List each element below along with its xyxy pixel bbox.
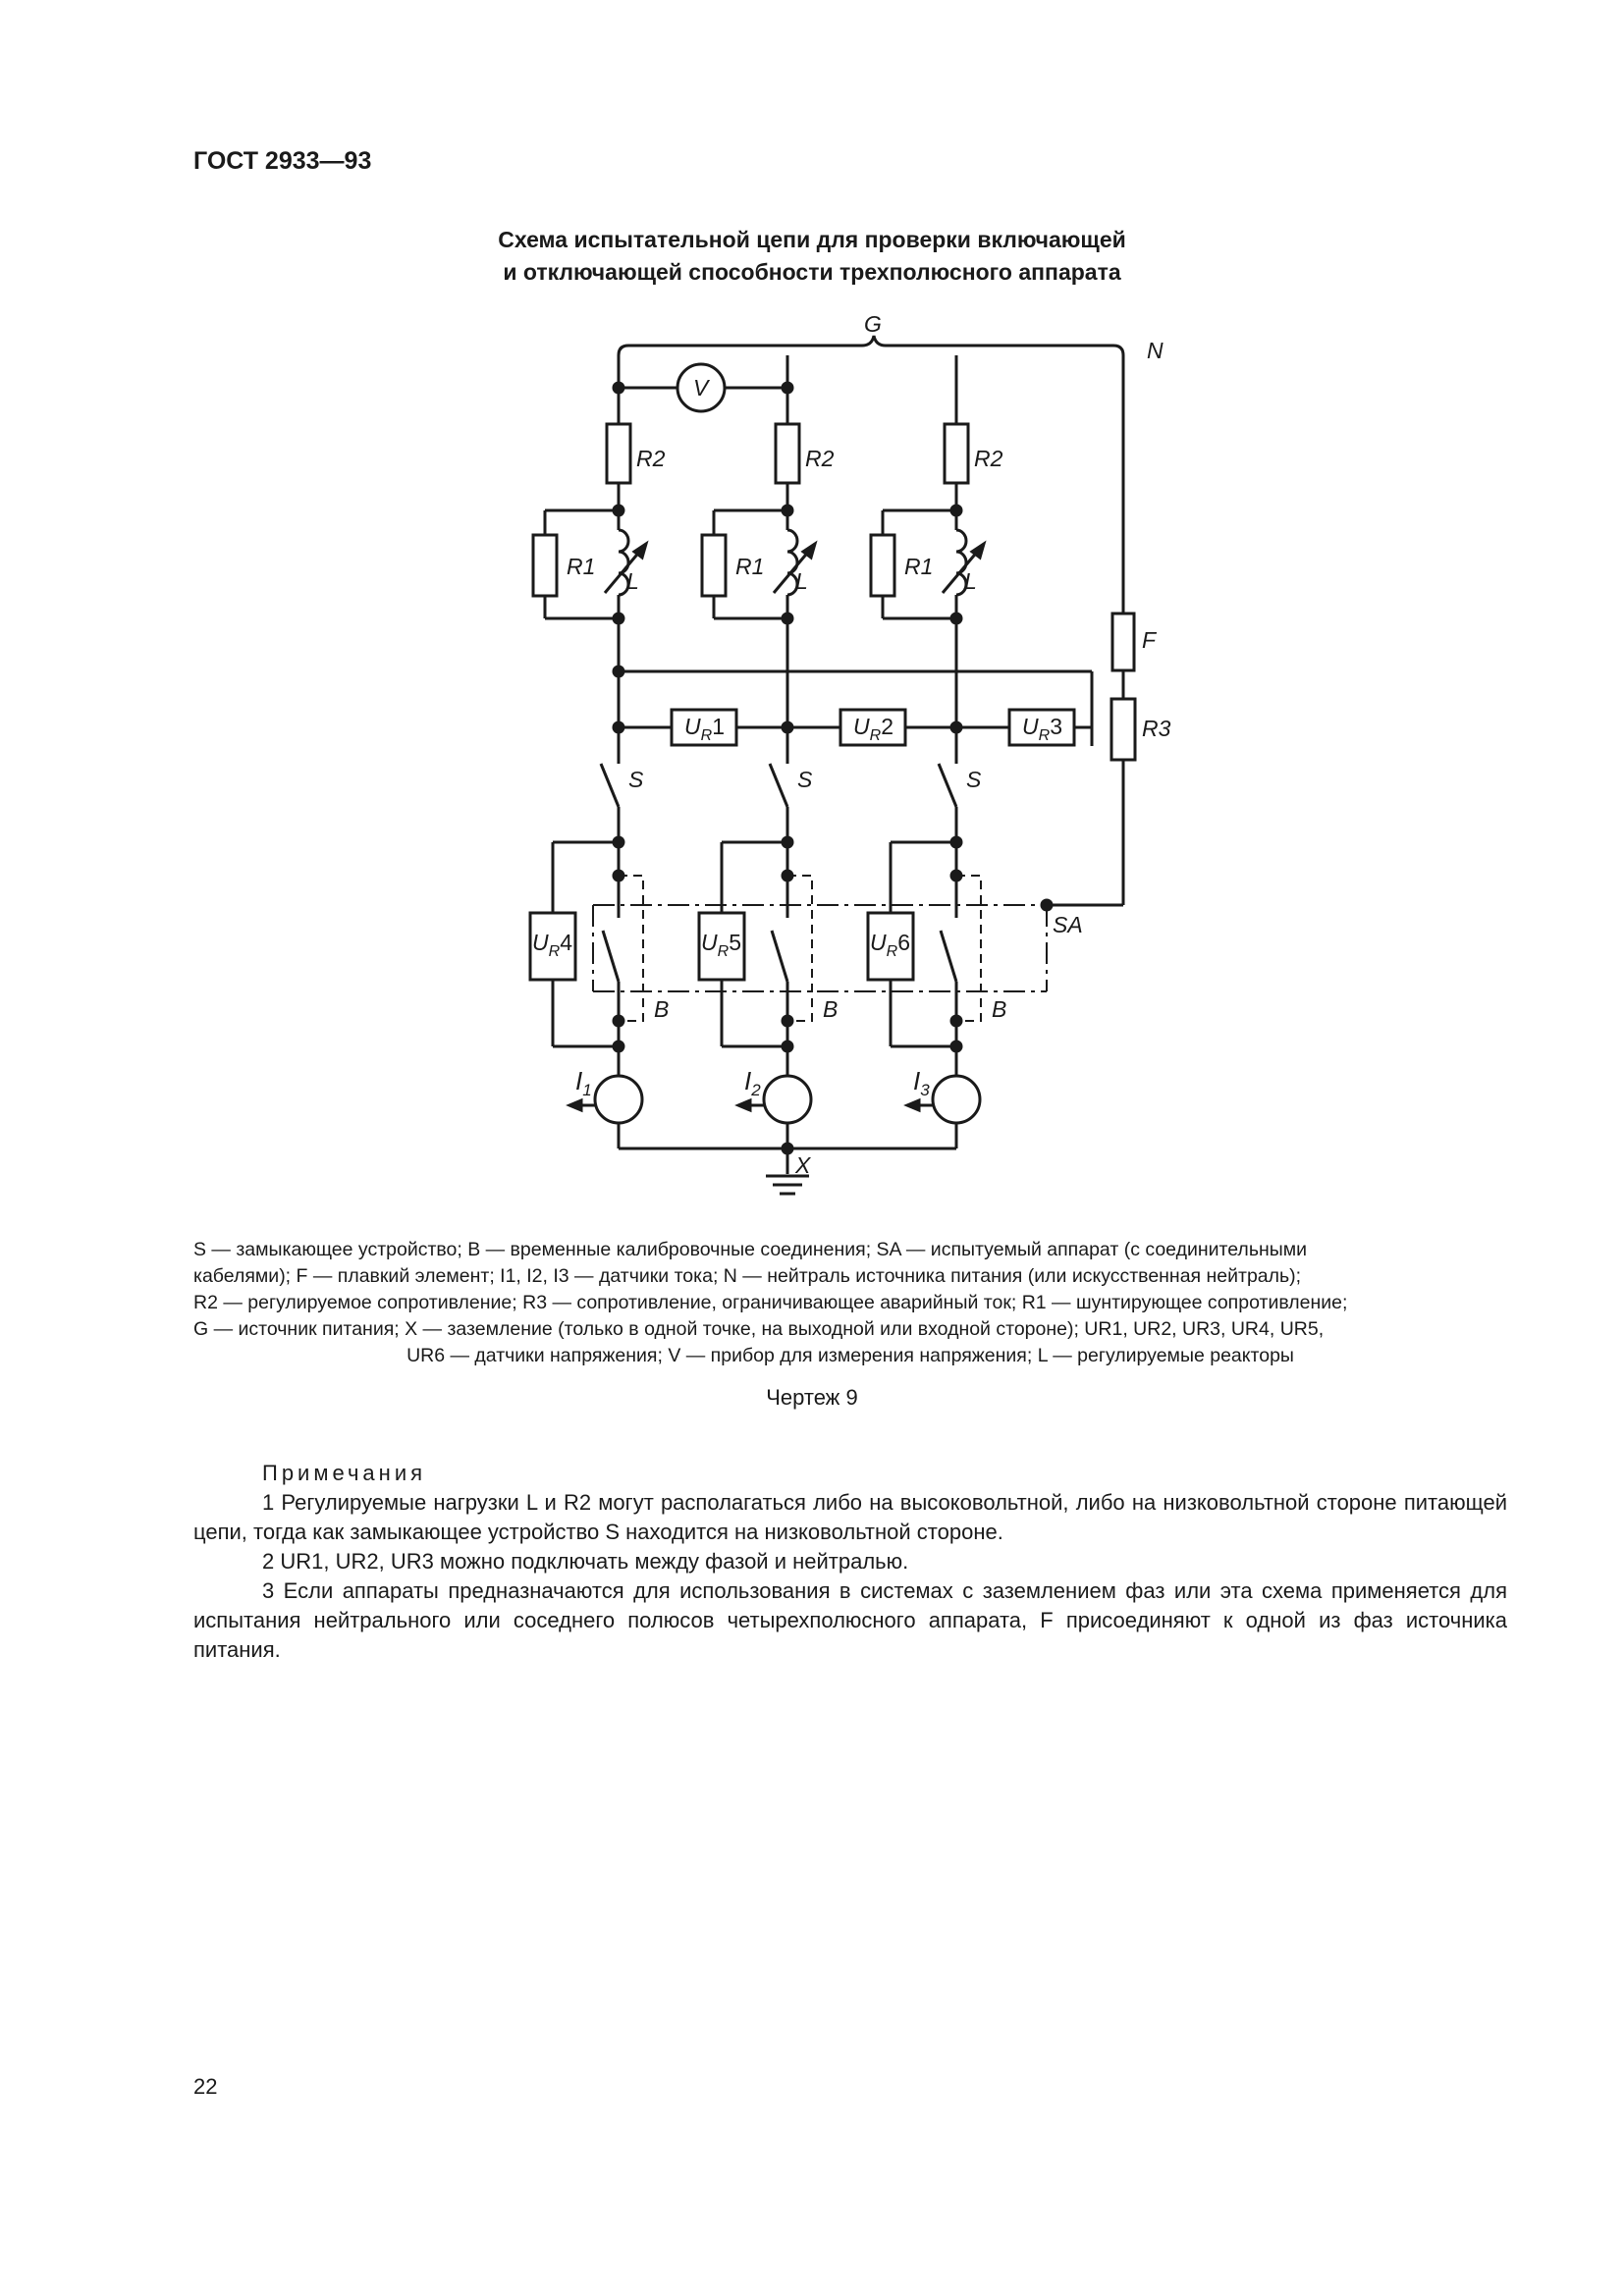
label-ur2-r: R (869, 727, 882, 744)
current-sensor-i2 (764, 1076, 811, 1123)
label-ur5-r: R (717, 943, 730, 960)
label-f: F (1142, 627, 1157, 653)
label-l-phase-2: L (795, 568, 808, 594)
resistor-r2-phase-1 (607, 424, 630, 483)
label-b-2: B (823, 996, 839, 1022)
notes-section (193, 1459, 1507, 1665)
figure-title-line-2: и отключающей способности трехполюсного аппарата (503, 259, 1121, 285)
resistor-r1-phase-2 (702, 535, 726, 596)
label-x: X (795, 1152, 811, 1178)
svg-text:UR2 (853, 714, 893, 744)
label-r2-phase-2: R2 (805, 446, 835, 471)
label-r2-phase-3: R2 (974, 446, 1003, 471)
label-ur1-u: U (684, 714, 701, 739)
figure-legend (193, 1237, 1507, 1369)
label-r2-phase-1: R2 (636, 446, 666, 471)
label-i1-i: I (575, 1066, 583, 1095)
fuse-f (1112, 614, 1134, 670)
resistor-r1-phase-3 (871, 535, 894, 596)
legend-line-1: S — замыкающее устройство; B — временные калибровочные соединения; SA — испытуемый аппарат (с соединительными (193, 1239, 1308, 1260)
page-number: 22 (193, 2074, 218, 2099)
resistor-r2-phase-2 (776, 424, 799, 483)
svg-text:UR4 (532, 930, 572, 960)
label-ur3-u: U (1022, 714, 1039, 739)
label-r1-phase-2: R1 (735, 554, 765, 579)
current-sensor-i1 (595, 1076, 642, 1123)
current-sensor-i3 (933, 1076, 980, 1123)
label-b-3: B (992, 996, 1007, 1022)
svg-text:I1 (575, 1066, 592, 1099)
label-ur3-r: R (1038, 727, 1051, 744)
label-ur6-u: U (870, 930, 887, 955)
label-ur4-n: 4 (560, 930, 572, 955)
label-n: N (1147, 338, 1164, 363)
apparatus-sa (593, 905, 1047, 991)
resistor-r3 (1111, 699, 1135, 760)
note-1: 1 Регулируемые нагрузки L и R2 могут располагаться либо на высоковольтной, либо на низковольтной стороне питающей цепи, тогда как замыкающее устройство S находится на низковольтной стороне. (193, 1490, 1507, 1544)
label-ur4-r: R (548, 943, 561, 960)
label-b-1: B (654, 996, 670, 1022)
label-g: G (864, 311, 882, 337)
legend-line-3: R2 — регулируемое сопротивление; R3 — сопротивление, ограничивающее аварийный ток; R1 — шунтирующее сопротивление; (193, 1292, 1348, 1313)
label-v: V (693, 375, 709, 400)
source-brace (619, 336, 1123, 355)
document-header: ГОСТ 2933—93 (193, 147, 372, 175)
label-s-2: S (797, 767, 813, 792)
svg-text:I3 (913, 1066, 930, 1099)
label-i2-n: 2 (751, 1081, 761, 1099)
resistor-r1-phase-1 (533, 535, 557, 596)
label-ur1-r: R (700, 727, 713, 744)
label-ur6-r: R (886, 943, 898, 960)
label-i1-n: 1 (582, 1081, 592, 1099)
label-l-phase-3: L (964, 568, 977, 594)
label-ur4-u: U (532, 930, 549, 955)
figure-title-line-1: Схема испытательной цепи для проверки включающей (498, 227, 1126, 252)
note-2: 2 UR1, UR2, UR3 можно подключать между фазой и нейтралью. (262, 1549, 909, 1574)
label-ur2-n: 2 (881, 714, 893, 739)
label-sa: SA (1053, 912, 1083, 937)
svg-text:I2 (744, 1066, 761, 1099)
figure-caption: Чертеж 9 (766, 1385, 858, 1410)
label-i3-i: I (913, 1066, 921, 1095)
label-ur5-n: 5 (729, 930, 741, 955)
label-r1-phase-1: R1 (567, 554, 596, 579)
resistor-r2-phase-3 (945, 424, 968, 483)
label-ur1-n: 1 (712, 714, 725, 739)
svg-text:UR5 (701, 930, 741, 960)
label-r3: R3 (1142, 716, 1171, 741)
label-ur5-u: U (701, 930, 718, 955)
svg-text:UR3 (1022, 714, 1062, 744)
legend-line-2: кабелями); F — плавкий элемент; I1, I2, I3 — датчики тока; N — нейтраль источника питания (или искусственная нейтраль); (193, 1265, 1302, 1287)
label-i3-n: 3 (920, 1081, 930, 1099)
label-s-3: S (966, 767, 982, 792)
label-s-1: S (628, 767, 644, 792)
notes-title: Примечания (262, 1461, 427, 1485)
note-3: 3 Если аппараты предназначаются для использования в системах с заземлением фаз или эта схема применяется для испытания нейтрального или соседнего полюсов четырехполюсного аппарата, F присоединяют к одной из фаз источника питания. (193, 1578, 1507, 1662)
svg-text:UR6 (870, 930, 910, 960)
svg-text:UR1 (684, 714, 725, 744)
label-ur2-u: U (853, 714, 870, 739)
label-ur3-n: 3 (1050, 714, 1062, 739)
ground-symbol (766, 1176, 809, 1194)
legend-line-4: G — источник питания; X — заземление (только в одной точке, на выходной или входной стороне); UR1, UR2, UR3, UR4, UR5, (193, 1318, 1325, 1340)
label-i2-i: I (744, 1066, 752, 1095)
label-l-phase-1: L (626, 568, 639, 594)
calibration-links-b (619, 876, 981, 1021)
label-r1-phase-3: R1 (904, 554, 934, 579)
label-ur6-n: 6 (897, 930, 910, 955)
legend-line-5: UR6 — датчики напряжения; V — прибор для измерения напряжения; L — регулируемые реакторы (406, 1345, 1294, 1366)
